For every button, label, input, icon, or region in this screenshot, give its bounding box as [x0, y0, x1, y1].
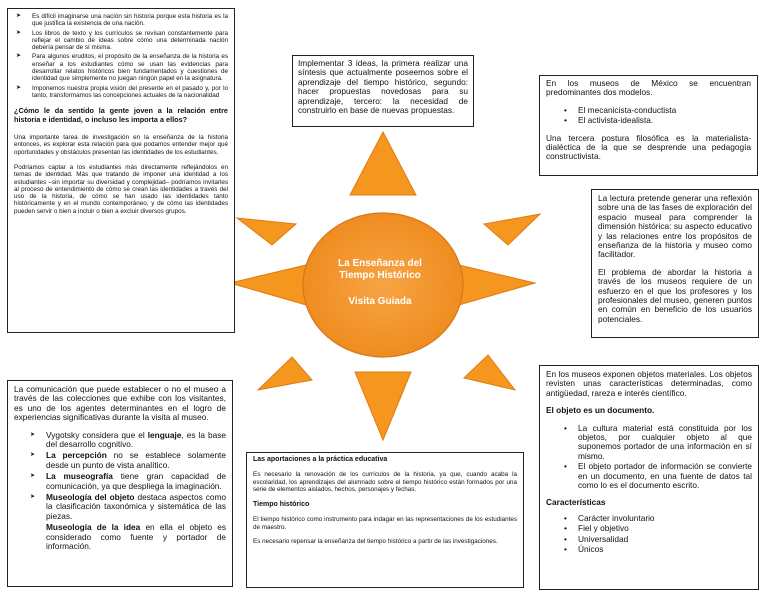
communication-list [14, 431, 226, 552]
list-item: • El objeto portador de información se convierte en un documento, en una fuente de datos tal como lo es el documento escrito. [546, 462, 752, 490]
objects-list [546, 424, 752, 491]
historical-time-subtitle: Tiempo histórico [253, 501, 310, 509]
identity-bullet-list [14, 13, 228, 99]
practice-paragraph-2: El tiempo histórico como instrumento para indagar en las representaciones de los estudiantes de maestro. [253, 516, 517, 531]
list-item: ➤ Los libros de texto y los currículos se revisan constantemente para reflejar el cambio de ideas sobre cómo una determinada nación debería pensar de sí misma. [14, 30, 228, 52]
characteristics-list [546, 514, 752, 555]
ray-left [230, 265, 306, 305]
list-item: • Universalidad [546, 535, 752, 544]
reading-paragraph-2: El problema de abordar la historia a través de los museos requiere de un esfuerzo en el que los profesores y los profesionales del museo, generen puntos en común en beneficio de los usuarios potenciales. [598, 266, 752, 324]
ray-top-left [237, 218, 296, 245]
list-item: • Fiel y objetivo [546, 524, 752, 533]
museum-models-outro: Una tercera postura filosófica es la materialista-dialéctica de la que se desprende una pedagogía constructivista. [546, 132, 751, 162]
list-item: ➤ Museología del objeto destaca aspectos como la clasificación taxonómica y sistemática de las piezas. [28, 493, 226, 521]
box-top-left [7, 8, 235, 333]
list-item: • El mecanicista-conductista [546, 106, 751, 115]
characteristics-heading: Características [546, 497, 606, 508]
box-top-right [539, 75, 758, 176]
museum-models-list [546, 106, 751, 126]
box-mid-right [591, 189, 759, 338]
list-item: ➤ La museografía tiene gran capacidad de comunicación, ya que despliega la imaginación. [28, 472, 226, 491]
objects-heading: El objeto es un documento. [546, 405, 655, 416]
center-title [305, 258, 455, 308]
box-bottom-right [539, 365, 759, 590]
list-item: • Carácter involuntario [546, 514, 752, 523]
museum-models-intro: En los museos de México se encuentran predominantes dos modelos. [546, 78, 751, 98]
ray-right [459, 265, 535, 305]
box-bottom-center [246, 452, 524, 588]
ideas-paragraph: Implementar 3 ideas, la primera realizar una síntesis que actualmente poseemos sobre el aprendizaje del tiempo histórico, segundo: hacer propuestas novedosas para su aprendizaje, tercero: la necesidad de construirlo en base de nuevas propuestas. [298, 58, 468, 116]
ray-bottom [355, 372, 411, 440]
objects-intro: En los museos exponen objetos materiales. Los objetos revisten unas características determinadas, como antigüedad, rareza e interés científico. [546, 369, 752, 398]
list-item: ➤ Vygotsky considera que el lenguaje, es la base del desarrollo cognitivo. [28, 431, 226, 450]
box-top-center [292, 55, 474, 127]
practice-paragraph-1: Es necesario la renovación de los currículos de la historia, ya que, cuando acaba la escolaridad, los aprendizajes del alumnado sobre el tiempo histórico están formados por una serie de elementos aislados, hechos, personajes y fechas. [253, 471, 517, 493]
ray-top-right [484, 214, 540, 245]
list-item: ➤ La percepción no se establece solamente desde un punto de vista analítico. [28, 451, 226, 470]
list-item-no-marker: Museología de la idea en ella el objeto es considerado como fuente y portador de información. [46, 522, 227, 552]
practice-title: Las aportaciones a la práctica educativa [253, 456, 388, 463]
identity-paragraph-1: Una importante tarea de investigación en la enseñanza de la historia entonces, es explorar esta relación para que podamos entender mejor qué oportunidades y obstáculos presentan las identidades de los estudiantes. [14, 134, 228, 156]
list-item: • La cultura material está constituida por los objetos, por cualquier objeto al que suponemos portador de una información en sí mismo. [546, 424, 752, 462]
center-title-line1: La Enseñanza del [338, 258, 422, 269]
practice-paragraph-3: Es necesario repensar la enseñanza del tiempo histórico a partir de las investigaciones. [253, 538, 498, 546]
reading-paragraph-1: La lectura pretende generar una reflexión sobre una de las fases de exploración del espacio museal para comprender la dimensión histórica: su aspecto educativo y las relaciones entre los propósitos de enseñanza de la historia y museo como facilitador. [598, 193, 752, 260]
ray-bottom-left [258, 357, 312, 390]
identity-paragraph-2: Podríamos captar a los estudiantes más directamente reflejándolos en temas de identidad. Más que tratando de imponer una identidad a los estudiantes –sin importar su diversidad y complejidad– podríamos invitarles al proceso de entendimiento de cómo se crean las identidades a través del uso de la historia, de cómo se han usado las identidades tanto históricamente y en el mundo contemporáneo, y de cómo las identidades pueden servir o bien a incluir o bien a excluir diversos grupos. [14, 163, 228, 215]
ray-top [350, 132, 416, 195]
list-item: ➤ Es difícil imaginarse una nación sin historia porque esta historia es la que justifica la existencia de una nación. [14, 13, 228, 28]
list-item: ➤ Para algunos eruditos, el propósito de la enseñanza de la historia es enseñar a los estudiantes cómo se usan las evidencias para desarrollar relatos históricos bien fundamentados y cuestiones de identidad que simplemente no juegan ningún papel en la asignatura. [14, 53, 228, 82]
list-item: ➤ Imponemos nuestra propia visión del presente en el pasado y, por lo tanto, transformamos las concepciones actuales de la nacionalidad [14, 85, 228, 100]
list-item: • El activista-idealista. [546, 116, 751, 125]
ray-bottom-right [464, 355, 515, 390]
identity-question: ¿Cómo le da sentido la gente joven a la relación entre historia e identidad, o incluso les importa a ellos? [14, 106, 228, 124]
center-subtitle: Visita Guiada [348, 296, 412, 307]
list-item: • Únicos [546, 545, 752, 554]
box-bottom-left [7, 380, 233, 587]
communication-intro: La comunicación que puede establecer o no el museo a través de las colecciones que exhibe con los visitantes, es uno de los agentes determinantes en el logro de experiencias significativas durante la visita al museo. [14, 384, 226, 423]
center-title-line2: Tiempo Histórico [339, 270, 421, 281]
